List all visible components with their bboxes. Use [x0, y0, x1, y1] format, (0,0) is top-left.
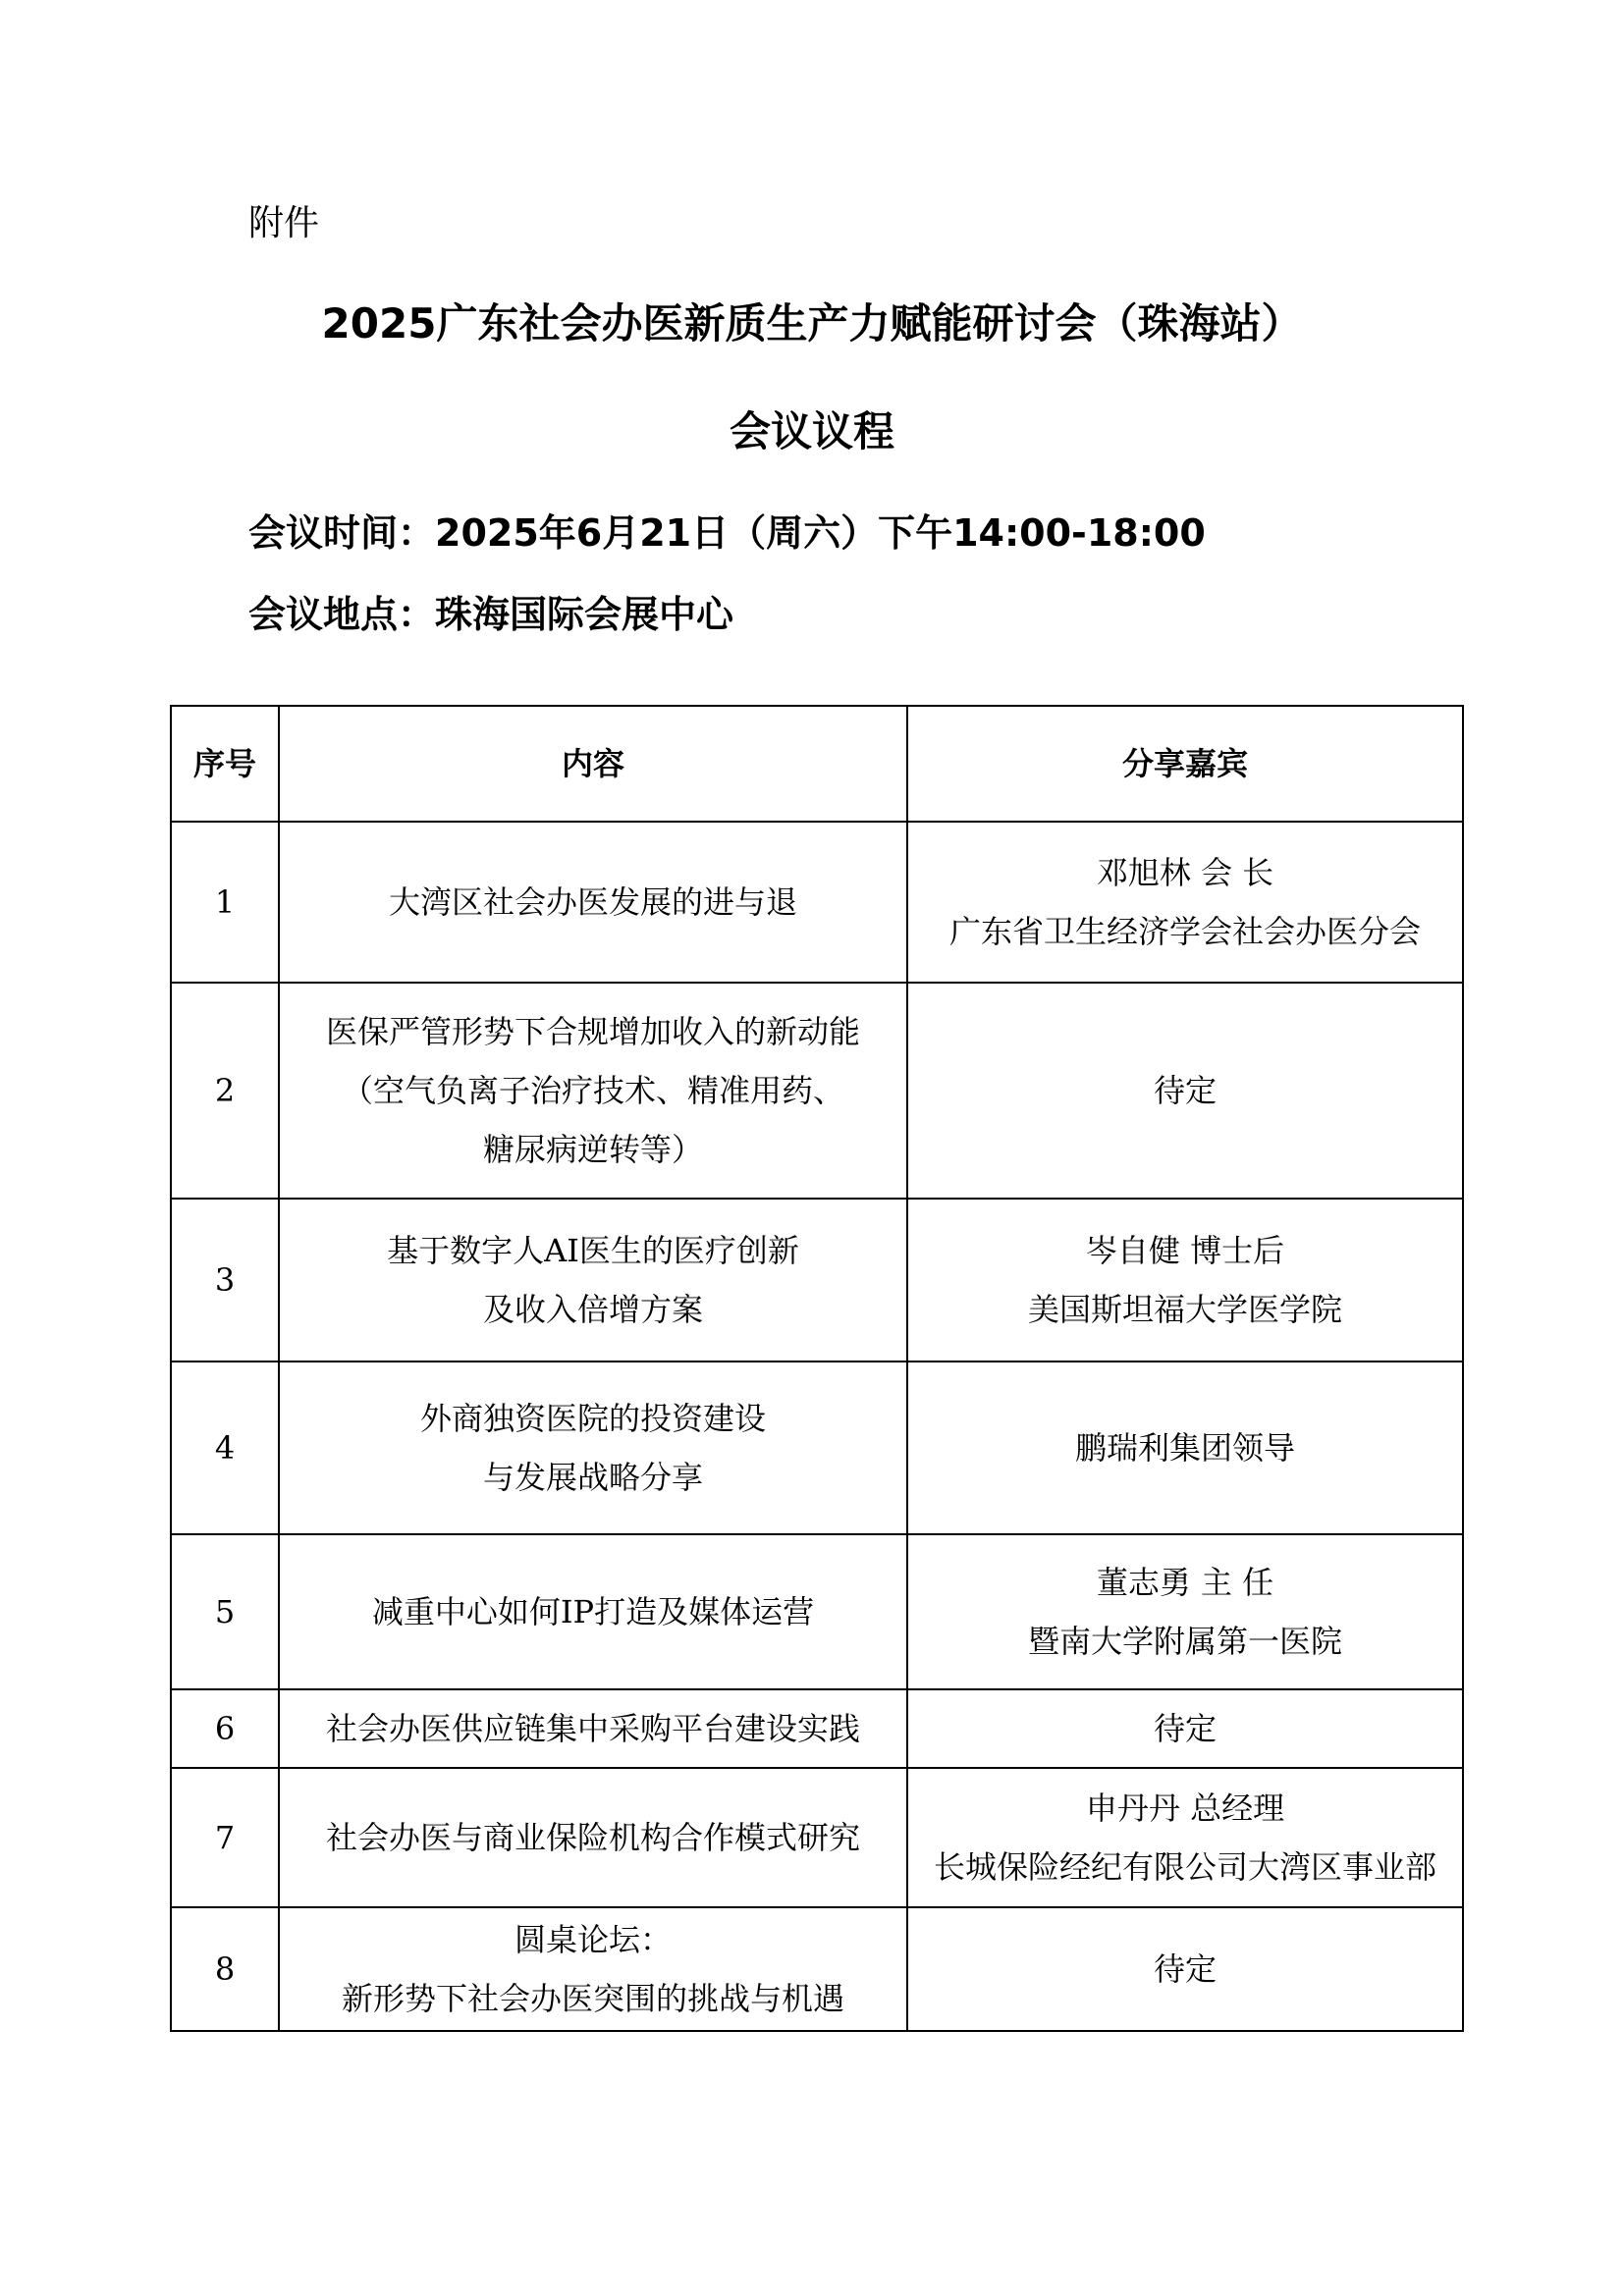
- row-number: 4: [171, 1362, 279, 1534]
- content-line: 糖尿病逆转等）: [482, 1131, 703, 1168]
- attachment-label: 附件: [248, 203, 320, 243]
- row-guest: [907, 1362, 1463, 1534]
- row-number: 3: [171, 1199, 279, 1362]
- guest-line: 邓旭林 会 长: [1096, 854, 1274, 891]
- agenda-row: [171, 1768, 1463, 1907]
- row-number: 7: [171, 1768, 279, 1907]
- agenda-row: [171, 1199, 1463, 1362]
- row-number: 5: [171, 1534, 279, 1689]
- row-guest: [907, 983, 1463, 1199]
- row-guest: [907, 1199, 1463, 1362]
- content-line: 医保严管形势下合规增加收入的新动能: [325, 1013, 860, 1050]
- row-guest: [907, 1534, 1463, 1689]
- row-guest: [907, 1907, 1463, 2031]
- guest-line: 董志勇 主 任: [1096, 1564, 1274, 1601]
- header-content: 内容: [279, 706, 907, 822]
- guest-line: 暨南大学附属第一医院: [1027, 1623, 1342, 1660]
- guest-line: 长城保险经纪有限公司大湾区事业部: [933, 1848, 1436, 1886]
- content-line: 新形势下社会办医突围的挑战与机遇: [341, 1980, 844, 2017]
- guest-line: 美国斯坦福大学医学院: [1027, 1291, 1342, 1328]
- agenda-row: [171, 1534, 1463, 1689]
- content-line: 大湾区社会办医发展的进与退: [388, 883, 797, 921]
- guest-line: 申丹丹 总经理: [1085, 1789, 1285, 1827]
- guest-line: 鹏瑞利集团领导: [1074, 1429, 1295, 1467]
- meeting-place: 会议地点：珠海国际会展中心: [248, 593, 734, 636]
- agenda-row: [171, 822, 1463, 983]
- meeting-time: 会议时间：2025年6月21日（周六）下午14:00-18:00: [248, 511, 1206, 555]
- row-number: 8: [171, 1907, 279, 2031]
- header-guest: 分享嘉宾: [907, 706, 1463, 822]
- agenda-row: [171, 1907, 1463, 2031]
- guest-line: 岑自健 博士后: [1085, 1232, 1285, 1269]
- guest-line: 待定: [1153, 1950, 1217, 1988]
- row-content: [279, 1534, 907, 1689]
- content-line: 减重中心如何IP打造及媒体运营: [371, 1593, 815, 1630]
- row-guest: [907, 1768, 1463, 1907]
- row-content: [279, 1689, 907, 1768]
- row-content: [279, 822, 907, 983]
- guest-line: 待定: [1153, 1072, 1217, 1109]
- agenda-header-row: [171, 706, 1463, 822]
- agenda-table: [170, 705, 1464, 2032]
- content-line: 社会办医供应链集中采购平台建设实践: [325, 1710, 860, 1747]
- agenda-row: [171, 983, 1463, 1199]
- row-guest: [907, 822, 1463, 983]
- row-content: [279, 1907, 907, 2031]
- guest-line: 广东省卫生经济学会社会办医分会: [948, 913, 1421, 950]
- guest-line: 待定: [1153, 1710, 1217, 1747]
- content-line: 及收入倍增方案: [482, 1291, 703, 1328]
- row-number: 1: [171, 822, 279, 983]
- content-line: 社会办医与商业保险机构合作模式研究: [325, 1819, 860, 1856]
- document-subtitle: 会议议程: [729, 407, 894, 455]
- content-line: 圆桌论坛：: [514, 1921, 672, 1958]
- content-line: 外商独资医院的投资建设: [419, 1400, 766, 1437]
- content-line: 与发展战略分享: [482, 1459, 703, 1496]
- header-no: 序号: [171, 706, 279, 822]
- row-content: [279, 1199, 907, 1362]
- row-content: [279, 1768, 907, 1907]
- row-number: 2: [171, 983, 279, 1199]
- row-guest: [907, 1689, 1463, 1768]
- row-content: [279, 983, 907, 1199]
- document-title: 2025广东社会办医新质生产力赋能研讨会（珠海站）: [321, 299, 1303, 347]
- agenda-row: [171, 1689, 1463, 1768]
- row-content: [279, 1362, 907, 1534]
- row-number: 6: [171, 1689, 279, 1768]
- content-line: 基于数字人AI医生的医疗创新: [387, 1232, 799, 1269]
- content-line: （空气负离子治疗技术、精准用药、: [341, 1072, 844, 1109]
- agenda-row: [171, 1362, 1463, 1534]
